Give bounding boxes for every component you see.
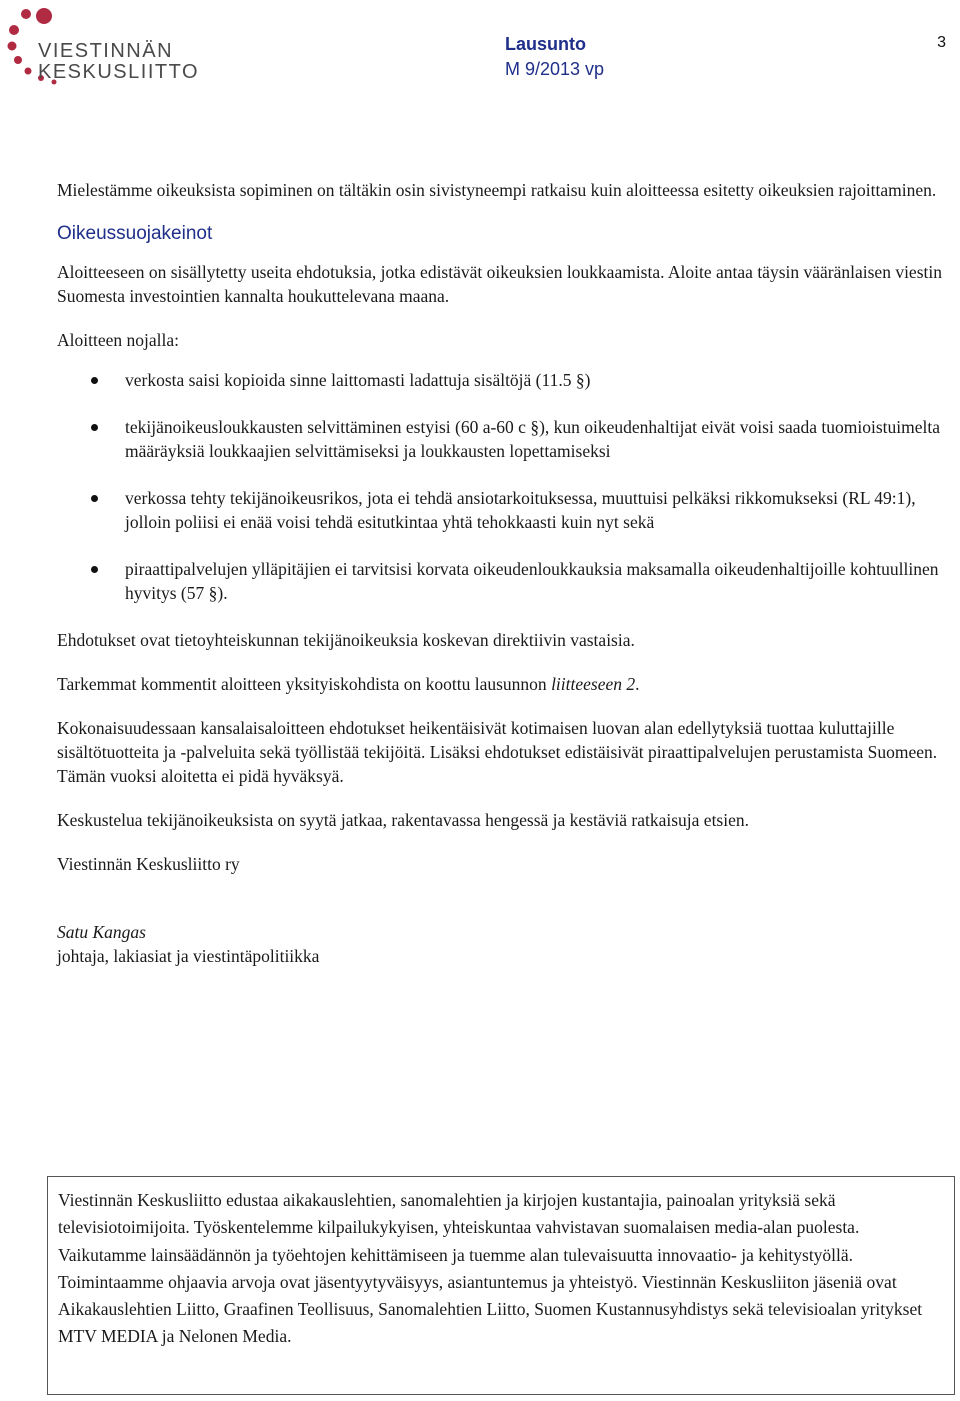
signatory-name: Satu Kangas [57, 922, 146, 942]
document-reference: M 9/2013 vp [505, 59, 605, 79]
bullet-icon [91, 424, 98, 431]
list-item [57, 368, 947, 392]
list-item [57, 557, 947, 605]
logo-text-line2: KESKUSLIITTO [38, 61, 200, 83]
bullet-icon [91, 495, 98, 502]
bullet-list [57, 368, 947, 605]
bullet-icon [91, 377, 98, 384]
paragraph: Ehdotukset ovat tietoyhteiskunnan tekijänoikeuksia koskevan direktiivin vastaisia. [57, 630, 635, 650]
list-item [57, 486, 947, 534]
attachment-reference: liitteeseen 2 [551, 674, 636, 694]
page-number: 3 [937, 34, 946, 51]
paragraph [57, 672, 947, 696]
organization-info-box [47, 1176, 955, 1395]
paragraph: Kokonaisuudessaan kansalaisaloitteen ehdotukset heikentäisivät kotimaisen luovan alan edellytyksiä tuottaa kuluttajille sisältötuotteita ja -palveluita sekä työllistää tekijöitä. Lisäksi ehdotukset edistäisivät piraattipalvelujen perustamista Suomeen. Tämän vuoksi aloitetta ei pidä hyväksyä. [57, 718, 938, 786]
signature-organization: Viestinnän Keskusliitto ry [57, 854, 240, 874]
list-item-text: verkossa tehty tekijänoikeusrikos, jota ei tehdä ansiotarkoituksessa, muuttuisi pelkäksi rikkomukseksi (RL 49:1), jolloin poliisi ei enää voisi tehdä esitutkintaa yhtä tehokkaasti kuin nyt sekä [125, 488, 916, 532]
document-body [57, 178, 947, 968]
signature-block [57, 920, 947, 968]
list-item-text: piraattipalvelujen ylläpitäjien ei tarvitsisi korvata oikeudenloukkauksia maksamalla oikeudenhaltijoille kohtuullinen hyvitys (57 §). [125, 559, 939, 603]
paragraph: Aloitteeseen on sisällytetty useita ehdotuksia, jotka edistävät oikeuksien loukkaamista. Aloite antaa täysin vääränlaisen viestin Suomesta investointien kannalta houkuttelevana maana. [57, 262, 942, 306]
paragraph: Mielestämme oikeuksista sopiminen on tältäkin osin sivistyneempi ratkaisu kuin aloitteessa esitetty oikeuksien rajoittaminen. [57, 180, 937, 200]
signatory-title: johtaja, lakiasiat ja viestintäpolitiikka [57, 946, 320, 966]
paragraph-end: . [635, 674, 640, 694]
list-item [57, 415, 947, 463]
list-item-text: verkosta saisi kopioida sinne laittomasti ladattuja sisältöjä (11.5 §) [125, 370, 591, 390]
organization-logo [4, 4, 264, 88]
paragraph-text: Tarkemmat kommentit aloitteen yksityiskohdista on koottu lausunnon [57, 674, 552, 694]
paragraph: Aloitteen nojalla: [57, 330, 179, 350]
document-type: Lausunto [505, 34, 586, 54]
organization-info-text: Viestinnän Keskusliitto edustaa aikakauslehtien, sanomalehtien ja kirjojen kustantajia, painoalan yrityksiä sekä televisiotoimijoita. Työskentelemme kilpailukykyisen, yhteiskuntaa vahvistavan suomalaisen media-alan puolesta. Vaikutamme lainsäädännön ja työehtojen kehittämiseen ja tuemme alan tulevaisuutta innovaatio- ja kehitystyöllä. Toimintaamme ohjaavia arvoja ovat jäsentyytyväisyys, asiantuntemus ja yhteistyö. Viestinnän Keskusliiton jäseniä ovat Aikakauslehtien Liitto, Graafinen Teollisuus, Sanomalehtien Liitto, Suomen Kustannusyhdistys sekä televisioalan yritykset MTV MEDIA ja Nelonen Media. [58, 1190, 923, 1347]
logo-text-line1: VIESTINNÄN [38, 40, 174, 62]
paragraph: Keskustelua tekijänoikeuksista on syytä jatkaa, rakentavassa hengessä ja kestäviä ratkaisuja etsien. [57, 810, 749, 830]
list-item-text: tekijänoikeusloukkausten selvittäminen estyisi (60 a-60 c §), kun oikeudenhaltijat eivät voisi saada tuomioistuimelta määräyksiä loukkaajien selvittämiseksi ja loukkausten lopettamiseksi [125, 417, 941, 461]
section-heading: Oikeussuojakeinot [57, 223, 213, 244]
bullet-icon [91, 566, 98, 573]
